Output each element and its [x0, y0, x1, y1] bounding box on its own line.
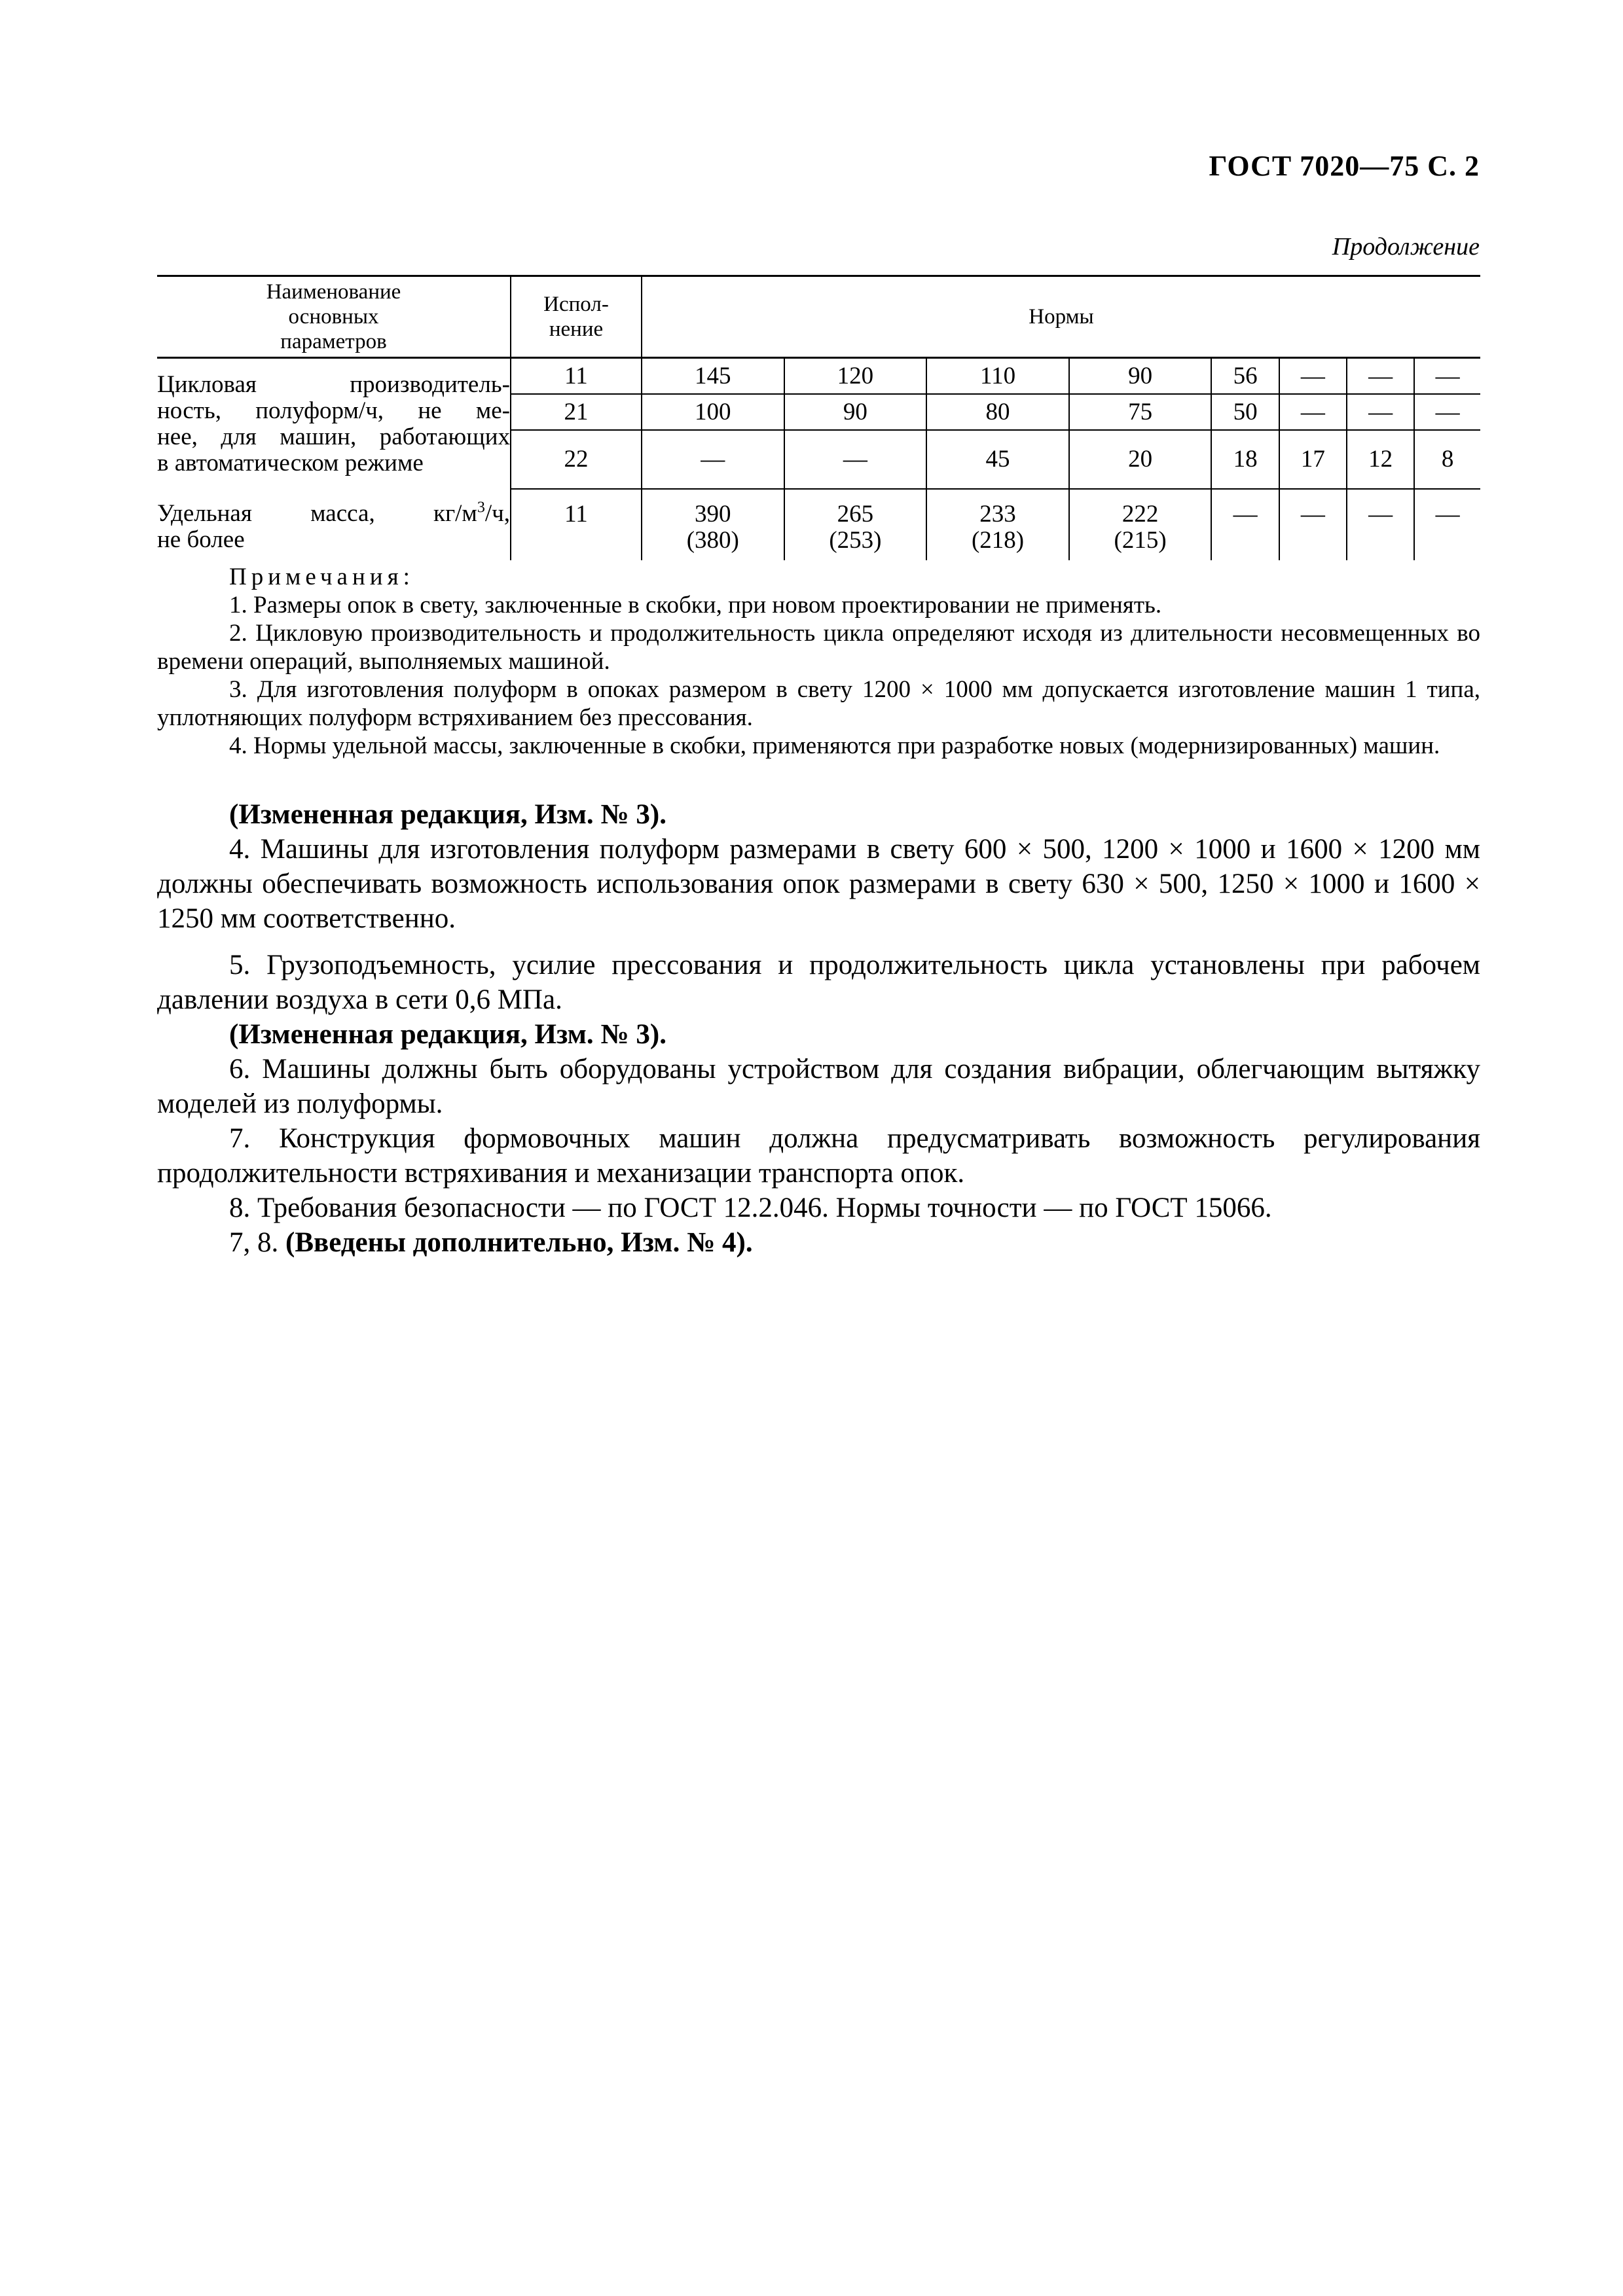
value-cell: 20	[1069, 430, 1212, 489]
param-line-part: Удельная масса, кг/м	[157, 500, 477, 527]
param-line: Цикловая производитель-	[157, 370, 510, 398]
note-4: 4. Нормы удельной массы, заключенные в скобки, применяются при разработке новых (модернизированных) машин.	[229, 732, 1440, 759]
value-main: —	[1300, 501, 1325, 528]
continuation-label: Продолжение	[1332, 233, 1480, 260]
value-cell: 75	[1069, 394, 1212, 430]
value-cell: 145	[642, 358, 784, 395]
value-cell: —	[1279, 358, 1347, 395]
param-line: ность, полуформ/ч, не ме-	[157, 397, 510, 424]
value-cell	[926, 489, 1069, 560]
note-1: 1. Размеры опок в свету, заключенные в скобки, при новом проектировании не применять.	[229, 592, 1162, 619]
notes-section	[157, 563, 1480, 760]
value-cell: —	[1347, 394, 1414, 430]
value-cell	[1279, 489, 1347, 560]
header-isp: Испол-нение	[511, 276, 642, 358]
value-cell: 45	[926, 430, 1069, 489]
param-line: не более	[157, 526, 245, 553]
paragraph-7-8-note: (Введены дополнительно, Изм. № 4).	[285, 1227, 753, 1258]
value-main: 222	[1122, 501, 1159, 528]
value-main: 390	[695, 501, 731, 528]
param-specific-mass	[157, 489, 511, 560]
value-sub: (215)	[1114, 527, 1167, 554]
header-norms: Нормы	[642, 276, 1480, 358]
value-cell: —	[784, 430, 927, 489]
paragraph-4: 4. Машины для изготовления полуформ размерами в свету 600 × 500, 1200 × 1000 и 1600 × 1200 мм должны обеспечивать возможность использования опок размерами в свету 630 × 500, 1250 × 1000 и 1600 × 1250 мм соответственно.	[157, 834, 1480, 934]
value-cell: 80	[926, 394, 1069, 430]
value-cell	[1347, 489, 1414, 560]
value-cell	[784, 489, 927, 560]
value-cell: —	[642, 430, 784, 489]
isp-cell: 11	[511, 489, 642, 560]
value-cell: 8	[1414, 430, 1480, 489]
paragraph-7: 7. Конструкция формовочных машин должна предусматривать возможность регулирования продолжительности встряхивания и механизации транспорта опок.	[157, 1123, 1480, 1189]
table-row	[157, 489, 1480, 560]
value-cell: 17	[1279, 430, 1347, 489]
isp-cell: 11	[511, 358, 642, 395]
paragraph-7-8	[157, 1225, 1480, 1260]
paragraph-7-8-prefix: 7, 8.	[229, 1227, 285, 1258]
paragraph-5: 5. Грузоподъемность, усилие прессования и продолжительность цикла установлены при рабочем давлении воздуха в сети 0,6 МПа.	[157, 950, 1480, 1015]
param-line	[157, 501, 510, 527]
value-cell: —	[1414, 358, 1480, 395]
value-cell	[1211, 489, 1279, 560]
value-cell	[1414, 489, 1480, 560]
isp-cell: 22	[511, 430, 642, 489]
body-text	[157, 797, 1480, 1260]
value-cell: 90	[1069, 358, 1212, 395]
value-cell: 56	[1211, 358, 1279, 395]
param-line-part: /ч,	[484, 500, 510, 527]
value-main: —	[1368, 501, 1393, 528]
value-cell: 12	[1347, 430, 1414, 489]
value-sub: (218)	[971, 527, 1025, 554]
header-param: Наименование основных параметров	[157, 276, 511, 358]
value-cell: 90	[784, 394, 927, 430]
value-cell: 18	[1211, 430, 1279, 489]
norms-table	[157, 275, 1480, 560]
document-header: ГОСТ 7020—75 С. 2	[1209, 150, 1480, 182]
change-note-2: (Измененная редакция, Изм. № 3).	[229, 1019, 666, 1050]
value-cell: —	[1414, 394, 1480, 430]
value-main: 265	[837, 501, 874, 528]
value-cell	[642, 489, 784, 560]
value-main: 233	[979, 501, 1016, 528]
change-note-1: (Измененная редакция, Изм. № 3).	[229, 799, 666, 830]
table-row	[157, 358, 1480, 395]
paragraph-6: 6. Машины должны быть оборудованы устройством для создания вибрации, облегчающим вытяжку моделей из полуформы.	[157, 1054, 1480, 1119]
value-cell	[1069, 489, 1212, 560]
value-main: —	[1233, 501, 1258, 528]
value-cell: 120	[784, 358, 927, 395]
value-sub: (253)	[829, 527, 882, 554]
value-cell: 110	[926, 358, 1069, 395]
value-cell: —	[1347, 358, 1414, 395]
param-line-sup: 3	[477, 499, 485, 516]
value-sub: (380)	[686, 527, 739, 554]
paragraph-8: 8. Требования безопасности — по ГОСТ 12.2.046. Нормы точности — по ГОСТ 15066.	[229, 1193, 1272, 1223]
table-header-row	[157, 276, 1480, 358]
param-line: в автоматическом режиме	[157, 449, 424, 476]
param-line: нее, для машин, работающих	[157, 423, 510, 450]
note-2: 2. Цикловую производительность и продолжительность цикла определяют исходя из длительности несовмещенных во времени операций, выполняемых машиной.	[157, 620, 1480, 675]
value-cell: 100	[642, 394, 784, 430]
param-cycle-productivity	[157, 358, 511, 490]
value-cell: 50	[1211, 394, 1279, 430]
isp-cell: 21	[511, 394, 642, 430]
note-3: 3. Для изготовления полуформ в опоках размером в свету 1200 × 1000 мм допускается изготовление машин 1 типа, уплотняющих полуформ встряхиванием без прессования.	[157, 676, 1480, 731]
value-cell: —	[1279, 394, 1347, 430]
value-main: —	[1435, 501, 1460, 528]
notes-title: Примечания:	[229, 564, 414, 590]
